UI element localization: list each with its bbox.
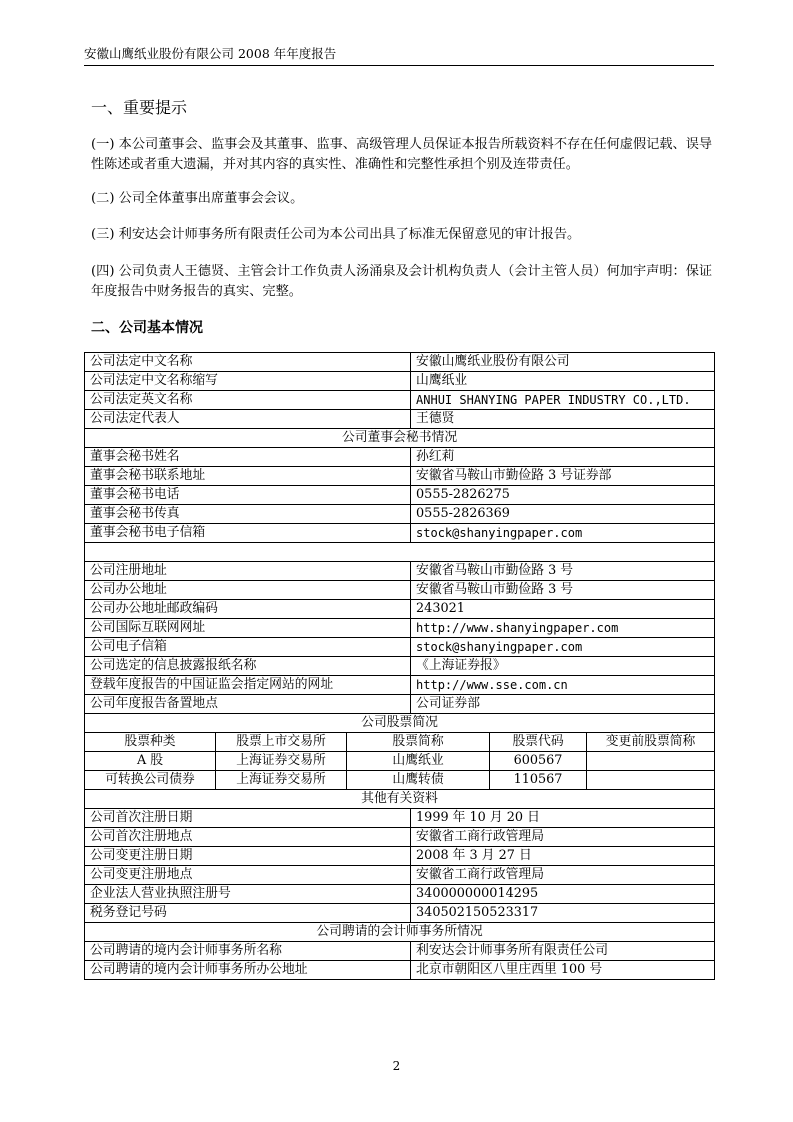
row-value: 2008 年 3 月 27 日 [411, 847, 715, 866]
row-label: 公司法定英文名称 [85, 391, 411, 410]
row-label: 企业法人营业执照注册号 [85, 885, 411, 904]
notice-paragraph-3: (三) 利安达会计师事务所有限责任公司为本公司出具了标准无保留意见的审计报告。 [91, 227, 581, 242]
row-value: 《上海证券报》 [411, 657, 715, 676]
table-row [85, 638, 715, 657]
row-label: 公司变更注册日期 [85, 847, 411, 866]
row-value: 1999 年 10 月 20 日 [411, 809, 715, 828]
row-label: 董事会秘书电子信箱 [85, 524, 411, 543]
table-row [85, 372, 715, 391]
row-label: 公司法定中文名称 [85, 353, 411, 372]
row-label: 公司注册地址 [85, 562, 411, 581]
row-label: 公司法定中文名称缩写 [85, 372, 411, 391]
row-label: 公司聘请的境内会计师事务所办公地址 [85, 961, 411, 980]
table-row [85, 391, 715, 410]
row-label: 董事会秘书联系地址 [85, 467, 411, 486]
row-label: 公司变更注册地点 [85, 866, 411, 885]
table-row [85, 524, 715, 543]
table-row [85, 353, 715, 372]
stock-cell: 110567 [490, 771, 587, 790]
row-value: 山鹰纸业 [411, 372, 715, 391]
table-row [85, 866, 715, 885]
table-row [85, 410, 715, 429]
row-value: 安徽省马鞍山市勤俭路 3 号证券部 [411, 467, 715, 486]
secretary-section-title: 公司董事会秘书情况 [85, 429, 715, 448]
table-row [85, 562, 715, 581]
row-label: 公司电子信箱 [85, 638, 411, 657]
stock-header-row [85, 733, 715, 752]
row-value: stock@shanyingpaper.com [411, 638, 715, 657]
row-label: 公司年度报告备置地点 [85, 695, 411, 714]
notice-paragraph-4: (四) 公司负责人王德贤、主管会计工作负责人汤涌泉及会计机构负责人（会计主管人员）何加宇声明：保证年度报告中财务报告的真实、完整。 [91, 264, 713, 299]
row-value: http://www.sse.com.cn [411, 676, 715, 695]
row-label: 董事会秘书姓名 [85, 448, 411, 467]
row-label: 公司国际互联网网址 [85, 619, 411, 638]
stock-section-title: 公司股票简况 [85, 714, 715, 733]
table-row [85, 657, 715, 676]
page-header: 安徽山鹰纸业股份有限公司 2008 年年度报告 [84, 46, 337, 61]
page-number: 2 [392, 1059, 401, 1073]
table-row [85, 942, 715, 961]
row-value: 安徽省工商行政管理局 [411, 866, 715, 885]
stock-header-cell: 股票代码 [490, 733, 587, 752]
section-heading-important-notice: 一、重要提示 [91, 98, 188, 117]
stock-cell: 上海证券交易所 [216, 771, 347, 790]
row-value: 公司证券部 [411, 695, 715, 714]
section-heading-company-info: 二、公司基本情况 [91, 320, 203, 336]
row-label: 董事会秘书电话 [85, 486, 411, 505]
header-divider [84, 65, 714, 66]
other-section-title: 其他有关资料 [85, 790, 715, 809]
row-value: 340000000014295 [411, 885, 715, 904]
row-value: 王德贤 [411, 410, 715, 429]
stock-cell: 山鹰转债 [347, 771, 490, 790]
blank-cell [85, 543, 715, 562]
row-label: 公司办公地址 [85, 581, 411, 600]
row-value: 孙红莉 [411, 448, 715, 467]
row-value: 北京市朝阳区八里庄西里 100 号 [411, 961, 715, 980]
table-row [85, 467, 715, 486]
company-info-table [84, 352, 715, 980]
stock-cell: 600567 [490, 752, 587, 771]
table-row [85, 809, 715, 828]
table-row [85, 619, 715, 638]
table-row [85, 505, 715, 524]
row-label: 公司法定代表人 [85, 410, 411, 429]
stock-cell: 山鹰纸业 [347, 752, 490, 771]
stock-header-cell: 股票简称 [347, 733, 490, 752]
row-label: 董事会秘书传真 [85, 505, 411, 524]
stock-row [85, 752, 715, 771]
table-section-title [85, 923, 715, 942]
row-label: 公司首次注册日期 [85, 809, 411, 828]
table-row [85, 448, 715, 467]
table-row [85, 676, 715, 695]
table-spacer-row [85, 543, 715, 562]
table-row [85, 904, 715, 923]
row-value: ANHUI SHANYING PAPER INDUSTRY CO.,LTD. [411, 391, 715, 410]
stock-cell: A 股 [85, 752, 216, 771]
accountant-section-title: 公司聘请的会计师事务所情况 [85, 923, 715, 942]
stock-header-cell: 变更前股票简称 [587, 733, 715, 752]
row-value: 0555-2826275 [411, 486, 715, 505]
row-value: 0555-2826369 [411, 505, 715, 524]
stock-header-cell: 股票种类 [85, 733, 216, 752]
row-value: 利安达会计师事务所有限责任公司 [411, 942, 715, 961]
row-label: 公司首次注册地点 [85, 828, 411, 847]
table-row [85, 885, 715, 904]
row-value: 安徽省马鞍山市勤俭路 3 号 [411, 581, 715, 600]
row-label: 公司办公地址邮政编码 [85, 600, 411, 619]
notice-paragraph-1: (一) 本公司董事会、监事会及其董事、监事、高级管理人员保证本报告所载资料不存在任何虚假记载、误导性陈述或者重大遗漏，并对其内容的真实性、准确性和完整性承担个别及连带责任。 [91, 137, 713, 172]
row-label: 公司选定的信息披露报纸名称 [85, 657, 411, 676]
stock-cell: 可转换公司债券 [85, 771, 216, 790]
stock-cell: 上海证券交易所 [216, 752, 347, 771]
stock-row [85, 771, 715, 790]
row-label: 公司聘请的境内会计师事务所名称 [85, 942, 411, 961]
row-value: http://www.shanyingpaper.com [411, 619, 715, 638]
table-row [85, 695, 715, 714]
stock-cell [587, 771, 715, 790]
row-label: 登载年度报告的中国证监会指定网站的网址 [85, 676, 411, 695]
table-row [85, 828, 715, 847]
table-section-title [85, 714, 715, 733]
table-row [85, 600, 715, 619]
table-section-title [85, 429, 715, 448]
row-value: stock@shanyingpaper.com [411, 524, 715, 543]
row-value: 安徽山鹰纸业股份有限公司 [411, 353, 715, 372]
stock-cell [587, 752, 715, 771]
table-section-title [85, 790, 715, 809]
stock-header-cell: 股票上市交易所 [216, 733, 347, 752]
row-value: 340502150523317 [411, 904, 715, 923]
table-row [85, 486, 715, 505]
table-row [85, 847, 715, 866]
row-value: 安徽省工商行政管理局 [411, 828, 715, 847]
notice-paragraph-2: (二) 公司全体董事出席董事会会议。 [91, 191, 304, 206]
row-label: 税务登记号码 [85, 904, 411, 923]
table-row [85, 581, 715, 600]
row-value: 243021 [411, 600, 715, 619]
row-value: 安徽省马鞍山市勤俭路 3 号 [411, 562, 715, 581]
table-row [85, 961, 715, 980]
